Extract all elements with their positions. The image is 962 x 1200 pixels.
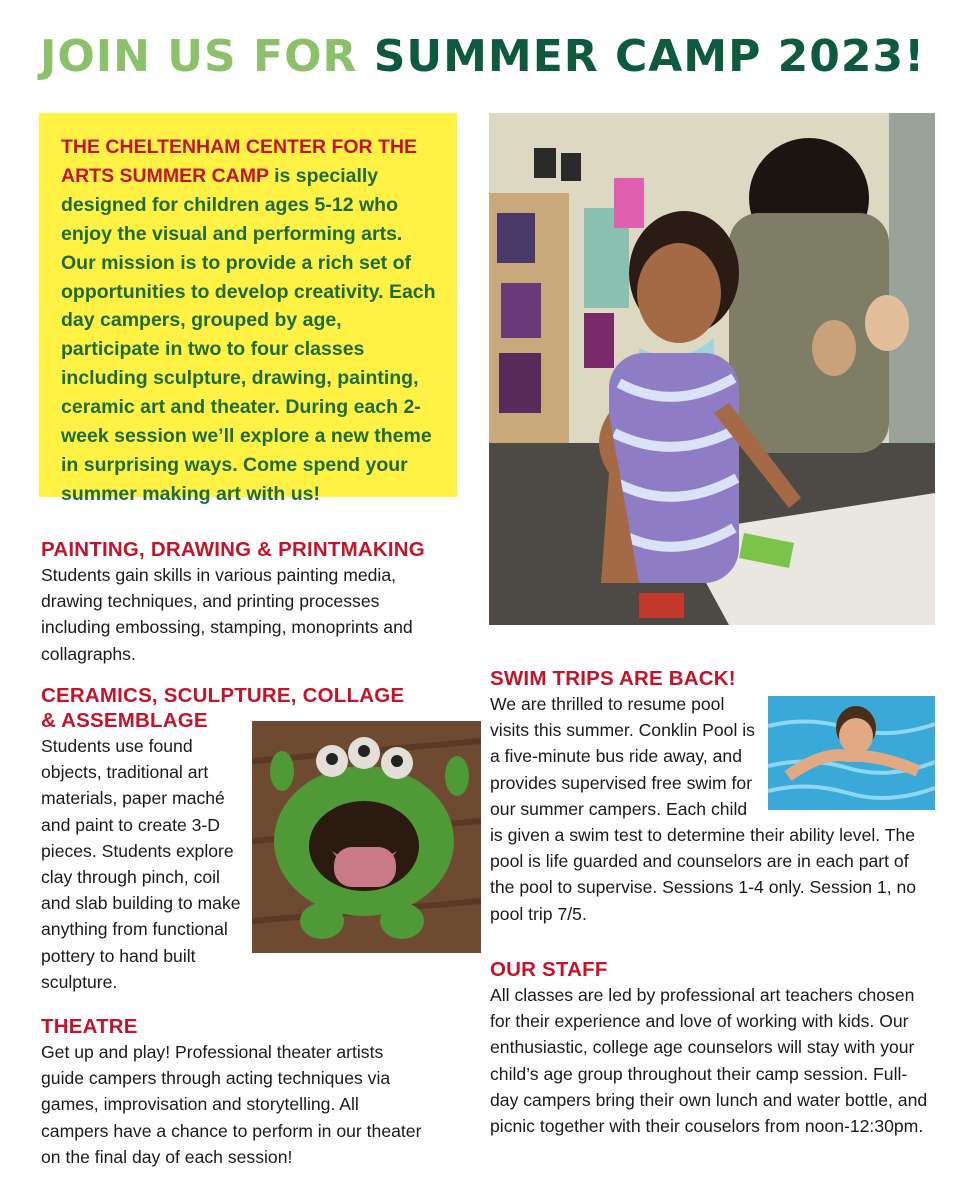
staff-body: All classes are led by professional art teachers chosen for their experience and love of working with kids. Our enthusiastic, college age counselors will stay with your child’s age group throughout their camp session. Full-day campers bring their own lunch and water bottle, and picnic together with their couselors from noon-12:30pm. bbox=[490, 985, 928, 1137]
title-part-1: JOIN US FOR bbox=[40, 31, 358, 82]
intro-body: is specially designed for children ages 5-12 who enjoy the visual and performing arts. Our mission is to provide a rich set of opportunities to develop creativity. Each day campers, grouped by age, participate in two to four classes including sculpture, drawing, painting, ceramic art and theater. During each 2-week session we’ll explore a new theme in surprising ways. Come spend your summer making art with us! bbox=[61, 164, 436, 505]
art-class-photo bbox=[489, 113, 935, 625]
theatre-body: Get up and play! Professional theater artists guide campers through acting techniques via games, improvisation and storytelling. All campers have a chance to perform in our theater on the final day of each session! bbox=[41, 1042, 422, 1167]
ceramics-section bbox=[41, 683, 481, 995]
intro-text bbox=[61, 133, 441, 509]
swim-body: We are thrilled to resume pool visits this summer. Conklin Pool is a five-minute bus ride away, and provides supervised free swim for our summer campers. Each child is given a swim test to determine their ability level. The pool is life guarded and counselors are in each part of the pool to supervise. Sessions 1-4 only. Session 1, no pool trip 7/5. bbox=[490, 694, 917, 924]
intro-highlight: THE CHELTENHAM CENTER FOR THE ARTS SUMMER CAMP bbox=[61, 136, 418, 187]
page-title bbox=[40, 30, 925, 84]
staff-section bbox=[490, 957, 935, 1139]
title-part-2: SUMMER CAMP 2023! bbox=[373, 31, 926, 82]
ceramics-body: Students use found objects, traditional art materials, paper maché and paint to create 3-D pieces. Students explore clay through pinch, coil and slab building to make anything from functional pottery to hand built sculpture. bbox=[41, 736, 241, 992]
staff-heading: OUR STAFF bbox=[490, 958, 608, 981]
swim-heading: SWIM TRIPS ARE BACK! bbox=[490, 667, 736, 690]
painting-body: Students gain skills in various painting media, drawing techniques, and printing processes including embossing, stamping, monoprints and collagraphs. bbox=[41, 565, 413, 664]
painting-heading: PAINTING, DRAWING & PRINTMAKING bbox=[41, 538, 425, 561]
swim-section bbox=[490, 666, 935, 927]
ceramic-monster-photo bbox=[252, 721, 481, 953]
ceramics-heading: CERAMICS, SCULPTURE, COLLAGE & ASSEMBLAGE bbox=[41, 684, 405, 732]
intro-box bbox=[39, 113, 457, 505]
painting-section bbox=[41, 537, 471, 667]
theatre-heading: THEATRE bbox=[41, 1015, 138, 1038]
theatre-section bbox=[41, 1014, 441, 1170]
swimmer-photo bbox=[768, 696, 935, 810]
